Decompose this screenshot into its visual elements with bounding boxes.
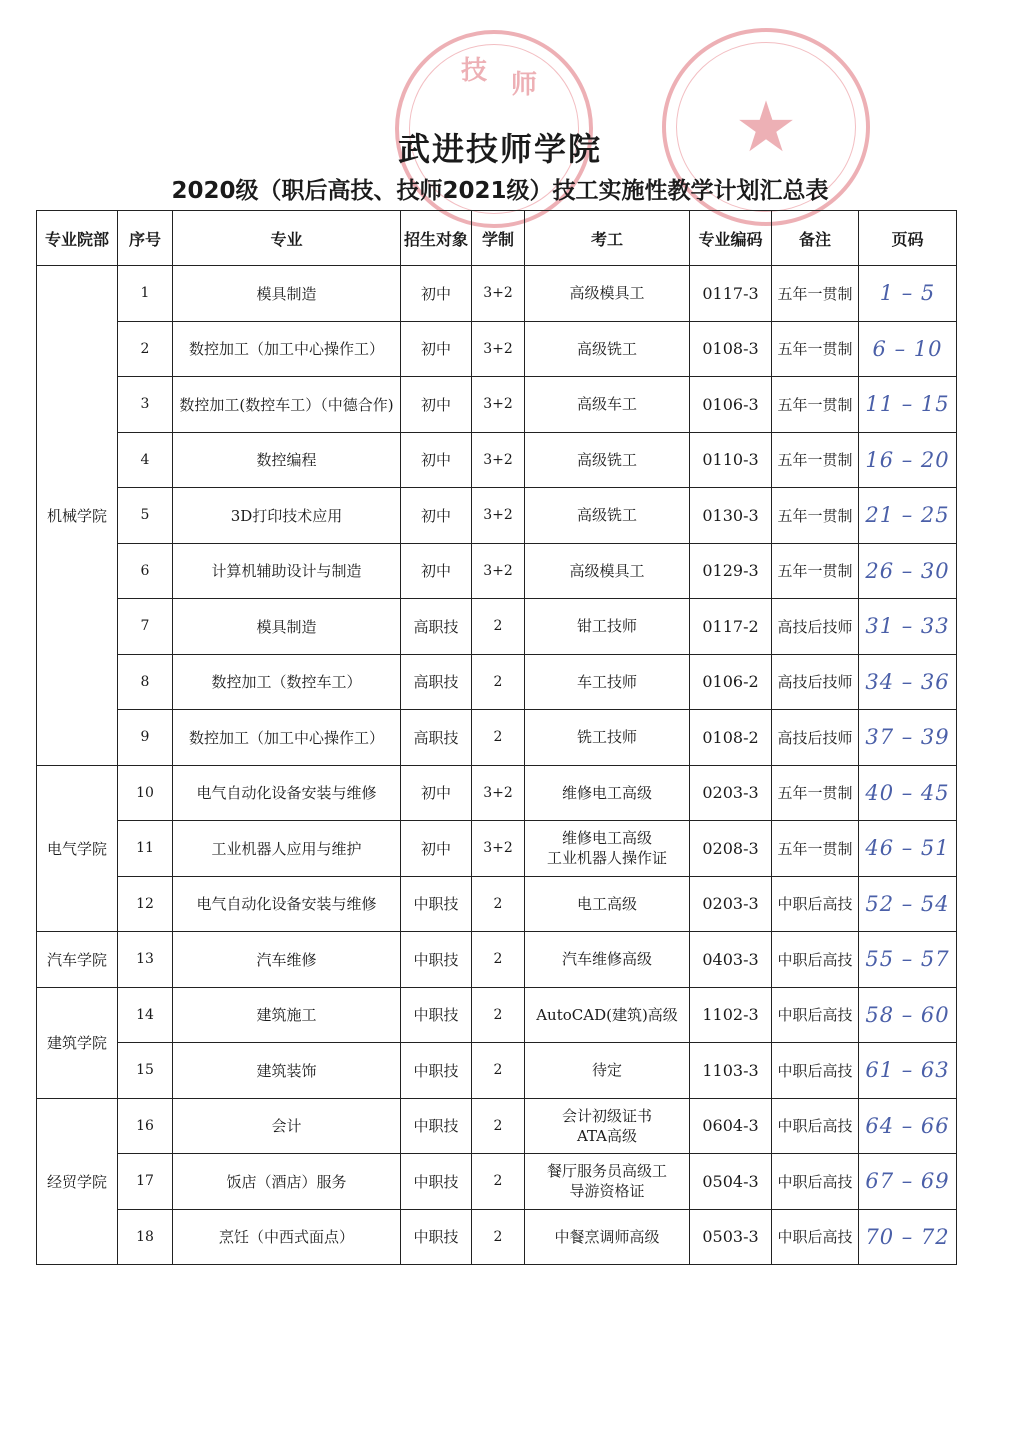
- seq-cell: 1: [118, 266, 173, 322]
- target-cell: 高职技: [401, 599, 472, 655]
- page-range-cell: 67 – 69: [859, 1154, 957, 1210]
- exam-cell: [525, 432, 690, 488]
- target-cell: 中职技: [401, 876, 472, 932]
- duration-cell: 3+2: [472, 432, 525, 488]
- major-cell: 模具制造: [173, 599, 401, 655]
- table-row: [37, 1098, 957, 1154]
- target-cell: 中职技: [401, 932, 472, 988]
- table-row: [37, 432, 957, 488]
- table-row: [37, 1154, 957, 1210]
- exam-line: 汽车维修高级: [561, 950, 652, 969]
- target-cell: 中职技: [401, 1154, 472, 1210]
- exam-cell: [525, 377, 690, 433]
- code-cell: 0203-3: [690, 765, 772, 821]
- note-cell: 中职后高技: [772, 1154, 859, 1210]
- seq-cell: 6: [118, 543, 173, 599]
- header-exam: 考工: [525, 211, 690, 266]
- header-duration: 学制: [472, 211, 525, 266]
- table-row: [37, 710, 957, 766]
- seq-cell: 8: [118, 654, 173, 710]
- page-range-cell: 16 – 20: [859, 432, 957, 488]
- duration-cell: 2: [472, 1098, 525, 1154]
- note-cell: 五年一贯制: [772, 488, 859, 544]
- seq-cell: 4: [118, 432, 173, 488]
- major-cell: 数控编程: [173, 432, 401, 488]
- exam-cell: [525, 765, 690, 821]
- exam-line: 工业机器人操作证: [546, 849, 667, 868]
- table-row: [37, 599, 957, 655]
- target-cell: 初中: [401, 765, 472, 821]
- code-cell: 0403-3: [690, 932, 772, 988]
- note-cell: 中职后高技: [772, 932, 859, 988]
- header-note: 备注: [772, 211, 859, 266]
- code-cell: 0106-3: [690, 377, 772, 433]
- page-range-cell: 46 – 51: [859, 821, 957, 877]
- school-seal-stamp: 技 师: [395, 30, 593, 228]
- exam-cell: [525, 654, 690, 710]
- exam-line: 餐厅服务员高级工: [546, 1162, 667, 1181]
- major-cell: 会计: [173, 1098, 401, 1154]
- note-cell: 中职后高技: [772, 1209, 859, 1265]
- exam-cell: [525, 599, 690, 655]
- duration-cell: 3+2: [472, 321, 525, 377]
- duration-cell: 3+2: [472, 488, 525, 544]
- exam-cell: [525, 1043, 690, 1099]
- major-cell: 模具制造: [173, 266, 401, 322]
- target-cell: 高职技: [401, 654, 472, 710]
- exam-cell: [525, 266, 690, 322]
- exam-line: 会计初级证书: [561, 1106, 652, 1125]
- table-row: [37, 488, 957, 544]
- exam-line: 车工技师: [576, 672, 637, 691]
- exam-line: 电工高级: [576, 894, 637, 913]
- page-range-cell: 70 – 72: [859, 1209, 957, 1265]
- exam-line: 高级模具工: [569, 561, 645, 580]
- note-cell: 中职后高技: [772, 876, 859, 932]
- page-title: 武进技师学院: [397, 130, 602, 168]
- exam-line: ATA高级: [576, 1126, 638, 1145]
- note-cell: 高技后技师: [772, 710, 859, 766]
- table-row: [37, 987, 957, 1043]
- exam-cell: [525, 987, 690, 1043]
- code-cell: 0130-3: [690, 488, 772, 544]
- code-cell: 0117-2: [690, 599, 772, 655]
- target-cell: 初中: [401, 266, 472, 322]
- exam-line: AutoCAD(建筑)高级: [536, 1005, 678, 1024]
- duration-cell: 2: [472, 599, 525, 655]
- code-cell: 1102-3: [690, 987, 772, 1043]
- major-cell: 数控加工(数控车工）（中德合作): [173, 377, 401, 433]
- note-cell: 五年一贯制: [772, 377, 859, 433]
- exam-cell: [525, 321, 690, 377]
- table-body: [37, 266, 957, 1265]
- table-row: [37, 543, 957, 599]
- exam-line: 高级铣工: [576, 339, 637, 358]
- page-range-cell: 64 – 66: [859, 1098, 957, 1154]
- duration-cell: 2: [472, 987, 525, 1043]
- duration-cell: 2: [472, 1043, 525, 1099]
- seq-cell: 15: [118, 1043, 173, 1099]
- page-range-cell: 52 – 54: [859, 876, 957, 932]
- department-cell: 电气学院: [37, 765, 118, 932]
- exam-cell: [525, 932, 690, 988]
- seq-cell: 13: [118, 932, 173, 988]
- target-cell: 初中: [401, 488, 472, 544]
- page-range-cell: 26 – 30: [859, 543, 957, 599]
- major-cell: 电气自动化设备安装与维修: [173, 765, 401, 821]
- table-row: [37, 266, 957, 322]
- target-cell: 高职技: [401, 710, 472, 766]
- duration-cell: 3+2: [472, 377, 525, 433]
- target-cell: 初中: [401, 377, 472, 433]
- exam-cell: [525, 488, 690, 544]
- code-cell: 0110-3: [690, 432, 772, 488]
- header-major: 专业: [173, 211, 401, 266]
- code-cell: 0503-3: [690, 1209, 772, 1265]
- exam-line: 高级铣工: [576, 450, 637, 469]
- target-cell: 中职技: [401, 987, 472, 1043]
- header-page: 页码: [859, 211, 957, 266]
- note-cell: 五年一贯制: [772, 543, 859, 599]
- page-range-cell: 11 – 15: [859, 377, 957, 433]
- duration-cell: 3+2: [472, 543, 525, 599]
- duration-cell: 2: [472, 876, 525, 932]
- major-cell: 3D打印技术应用: [173, 488, 401, 544]
- target-cell: 初中: [401, 543, 472, 599]
- duration-cell: 2: [472, 1154, 525, 1210]
- duration-cell: 2: [472, 654, 525, 710]
- major-cell: 数控加工（加工中心操作工）: [173, 321, 401, 377]
- page-range-cell: 31 – 33: [859, 599, 957, 655]
- star-icon: ★: [734, 86, 798, 168]
- exam-cell: [525, 543, 690, 599]
- header-code: 专业编码: [690, 211, 772, 266]
- major-cell: 电气自动化设备安装与维修: [173, 876, 401, 932]
- exam-line: 待定: [591, 1061, 622, 1080]
- page-range-cell: 34 – 36: [859, 654, 957, 710]
- exam-cell: [525, 1098, 690, 1154]
- code-cell: 0504-3: [690, 1154, 772, 1210]
- seq-cell: 10: [118, 765, 173, 821]
- exam-line: 铣工技师: [576, 728, 637, 747]
- note-cell: 五年一贯制: [772, 321, 859, 377]
- target-cell: 中职技: [401, 1043, 472, 1099]
- exam-line: 高级车工: [576, 395, 637, 414]
- header-department: 专业院部: [37, 211, 118, 266]
- code-cell: 0106-2: [690, 654, 772, 710]
- major-cell: 建筑施工: [173, 987, 401, 1043]
- table-row: [37, 1209, 957, 1265]
- table-row: [37, 932, 957, 988]
- table-header-row: [37, 211, 957, 266]
- table-row: [37, 1043, 957, 1099]
- code-cell: 0208-3: [690, 821, 772, 877]
- note-cell: 五年一贯制: [772, 765, 859, 821]
- note-cell: 中职后高技: [772, 1098, 859, 1154]
- major-cell: 汽车维修: [173, 932, 401, 988]
- exam-cell: [525, 710, 690, 766]
- department-cell: 经贸学院: [37, 1098, 118, 1265]
- seq-cell: 14: [118, 987, 173, 1043]
- duration-cell: 3+2: [472, 266, 525, 322]
- page-range-cell: 6 – 10: [859, 321, 957, 377]
- page-range-cell: 61 – 63: [859, 1043, 957, 1099]
- target-cell: 初中: [401, 321, 472, 377]
- target-cell: 中职技: [401, 1209, 472, 1265]
- note-cell: 中职后高技: [772, 1043, 859, 1099]
- department-cell: 汽车学院: [37, 932, 118, 988]
- seq-cell: 9: [118, 710, 173, 766]
- major-cell: 计算机辅助设计与制造: [173, 543, 401, 599]
- exam-line: 维修电工高级: [561, 829, 652, 848]
- exam-cell: [525, 876, 690, 932]
- duration-cell: 2: [472, 710, 525, 766]
- major-cell: 饭店（酒店）服务: [173, 1154, 401, 1210]
- note-cell: 高技后技师: [772, 599, 859, 655]
- exam-line: 中餐烹调师高级: [554, 1227, 660, 1246]
- duration-cell: 3+2: [472, 765, 525, 821]
- major-cell: 数控加工（加工中心操作工）: [173, 710, 401, 766]
- major-cell: 数控加工（数控车工）: [173, 654, 401, 710]
- major-cell: 建筑装饰: [173, 1043, 401, 1099]
- page-range-cell: 55 – 57: [859, 932, 957, 988]
- exam-line: 维修电工高级: [561, 783, 652, 802]
- exam-cell: [525, 1209, 690, 1265]
- teaching-plan-table: [36, 210, 957, 1265]
- code-cell: 0108-2: [690, 710, 772, 766]
- target-cell: 中职技: [401, 1098, 472, 1154]
- target-cell: 初中: [401, 821, 472, 877]
- table-row: [37, 821, 957, 877]
- page-subtitle: 2020级（职后高技、技师2021级）技工实施性教学计划汇总表: [171, 178, 829, 204]
- page-range-cell: 21 – 25: [859, 488, 957, 544]
- duration-cell: 2: [472, 1209, 525, 1265]
- seq-cell: 16: [118, 1098, 173, 1154]
- note-cell: 中职后高技: [772, 987, 859, 1043]
- exam-line: 高级模具工: [569, 284, 645, 303]
- header-seq: 序号: [118, 211, 173, 266]
- page-range-cell: 40 – 45: [859, 765, 957, 821]
- seq-cell: 12: [118, 876, 173, 932]
- code-cell: 0117-3: [690, 266, 772, 322]
- duration-cell: 3+2: [472, 821, 525, 877]
- code-cell: 0604-3: [690, 1098, 772, 1154]
- seq-cell: 11: [118, 821, 173, 877]
- page-range-cell: 37 – 39: [859, 710, 957, 766]
- table-row: [37, 654, 957, 710]
- page-range-cell: 1 – 5: [859, 266, 957, 322]
- department-cell: 建筑学院: [37, 987, 118, 1098]
- department-cell: 机械学院: [37, 266, 118, 766]
- seq-cell: 7: [118, 599, 173, 655]
- note-cell: 五年一贯制: [772, 821, 859, 877]
- target-cell: 初中: [401, 432, 472, 488]
- seq-cell: 5: [118, 488, 173, 544]
- major-cell: 工业机器人应用与维护: [173, 821, 401, 877]
- seq-cell: 3: [118, 377, 173, 433]
- seq-cell: 18: [118, 1209, 173, 1265]
- exam-cell: [525, 821, 690, 877]
- duration-cell: 2: [472, 932, 525, 988]
- seq-cell: 17: [118, 1154, 173, 1210]
- table-row: [37, 321, 957, 377]
- table-row: [37, 377, 957, 433]
- exam-line: 导游资格证: [569, 1182, 645, 1201]
- table-row: [37, 876, 957, 932]
- major-cell: 烹饪（中西式面点）: [173, 1209, 401, 1265]
- page-range-cell: 58 – 60: [859, 987, 957, 1043]
- note-cell: 五年一贯制: [772, 432, 859, 488]
- seq-cell: 2: [118, 321, 173, 377]
- exam-line: 钳工技师: [576, 617, 637, 636]
- note-cell: 五年一贯制: [772, 266, 859, 322]
- note-cell: 高技后技师: [772, 654, 859, 710]
- code-cell: 0129-3: [690, 543, 772, 599]
- code-cell: 0108-3: [690, 321, 772, 377]
- exam-line: 高级铣工: [576, 506, 637, 525]
- header-target: 招生对象: [401, 211, 472, 266]
- table-row: [37, 765, 957, 821]
- code-cell: 1103-3: [690, 1043, 772, 1099]
- exam-cell: [525, 1154, 690, 1210]
- code-cell: 0203-3: [690, 876, 772, 932]
